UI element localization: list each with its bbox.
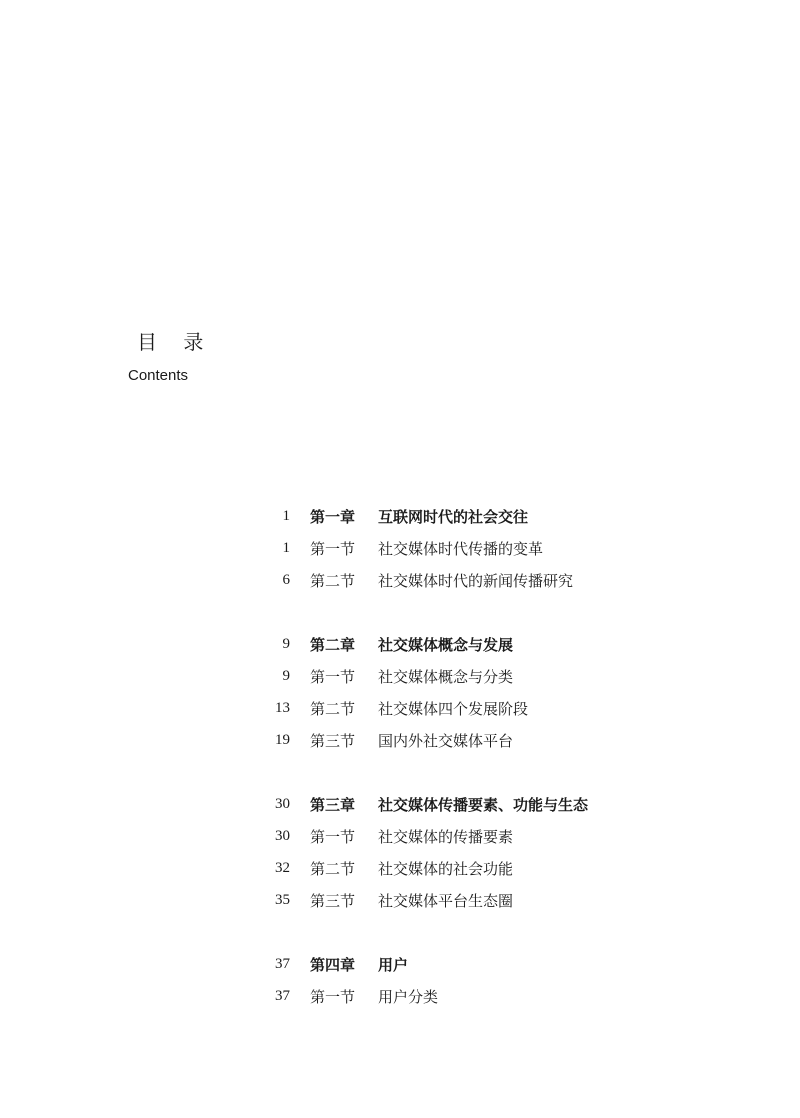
chapter-title: 社交媒体传播要素、功能与生态: [378, 795, 589, 814]
page-number: 35: [275, 891, 290, 908]
section-label: 第三节: [310, 731, 356, 750]
section-label: 第二节: [310, 859, 356, 878]
toc-entry-chapter[interactable]: [255, 788, 775, 820]
toc-entry-section[interactable]: [255, 980, 775, 1012]
toc-entry-chapter[interactable]: [255, 628, 775, 660]
section-label: 第一节: [310, 539, 356, 558]
chapter-title: 用户: [378, 955, 409, 974]
chapter-title: 社交媒体概念与发展: [378, 635, 514, 654]
section-title: 社交媒体的传播要素: [378, 827, 514, 846]
page-number: 30: [275, 827, 290, 844]
toc-entry-section[interactable]: [255, 884, 775, 916]
section-label: 第一节: [310, 827, 356, 846]
toc-entry-section[interactable]: [255, 724, 775, 756]
toc-entry-section[interactable]: [255, 660, 775, 692]
toc-entry-section[interactable]: [255, 852, 775, 884]
section-title: 社交媒体平台生态圈: [378, 891, 514, 910]
page-number: 6: [282, 571, 290, 588]
section-title: 社交媒体四个发展阶段: [378, 699, 529, 718]
toc-title: 目 录: [137, 330, 214, 354]
section-label: 第一节: [310, 667, 356, 686]
toc-entry-section[interactable]: [255, 564, 775, 596]
page-number: 1: [282, 507, 290, 524]
page-number: 1: [282, 539, 290, 556]
section-label: 第一节: [310, 987, 356, 1006]
page-number: 30: [275, 795, 290, 812]
toc-entry-chapter[interactable]: [255, 500, 775, 532]
chapter-group-2: [255, 628, 775, 756]
toc-entry-section[interactable]: [255, 692, 775, 724]
chapter-group-1: [255, 500, 775, 596]
chapter-label: 第二章: [310, 635, 356, 654]
toc-subtitle: Contents: [128, 367, 189, 384]
chapter-group-3: [255, 788, 775, 916]
toc-entry-chapter[interactable]: [255, 948, 775, 980]
section-title: 社交媒体时代的新闻传播研究: [378, 571, 574, 590]
chapter-label: 第一章: [310, 507, 356, 526]
chapter-group-4: [255, 948, 775, 1012]
page-number: 37: [275, 955, 290, 972]
page-number: 37: [275, 987, 290, 1004]
page-number: 9: [282, 667, 290, 684]
section-label: 第二节: [310, 571, 356, 590]
section-title: 社交媒体概念与分类: [378, 667, 514, 686]
section-title: 国内外社交媒体平台: [378, 731, 514, 750]
page-number: 32: [275, 859, 290, 876]
chapter-title: 互联网时代的社会交往: [378, 507, 529, 526]
chapter-label: 第四章: [310, 955, 356, 974]
page-number: 9: [282, 635, 290, 652]
toc-entry-section[interactable]: [255, 820, 775, 852]
page-number: 13: [275, 699, 290, 716]
section-title: 社交媒体时代传播的变革: [378, 539, 544, 558]
page-number: 19: [275, 731, 290, 748]
chapter-label: 第三章: [310, 795, 356, 814]
toc-entry-section[interactable]: [255, 532, 775, 564]
section-label: 第三节: [310, 891, 356, 910]
section-title: 用户分类: [378, 987, 439, 1006]
toc-list: [255, 500, 775, 1044]
section-label: 第二节: [310, 699, 356, 718]
section-title: 社交媒体的社会功能: [378, 859, 514, 878]
